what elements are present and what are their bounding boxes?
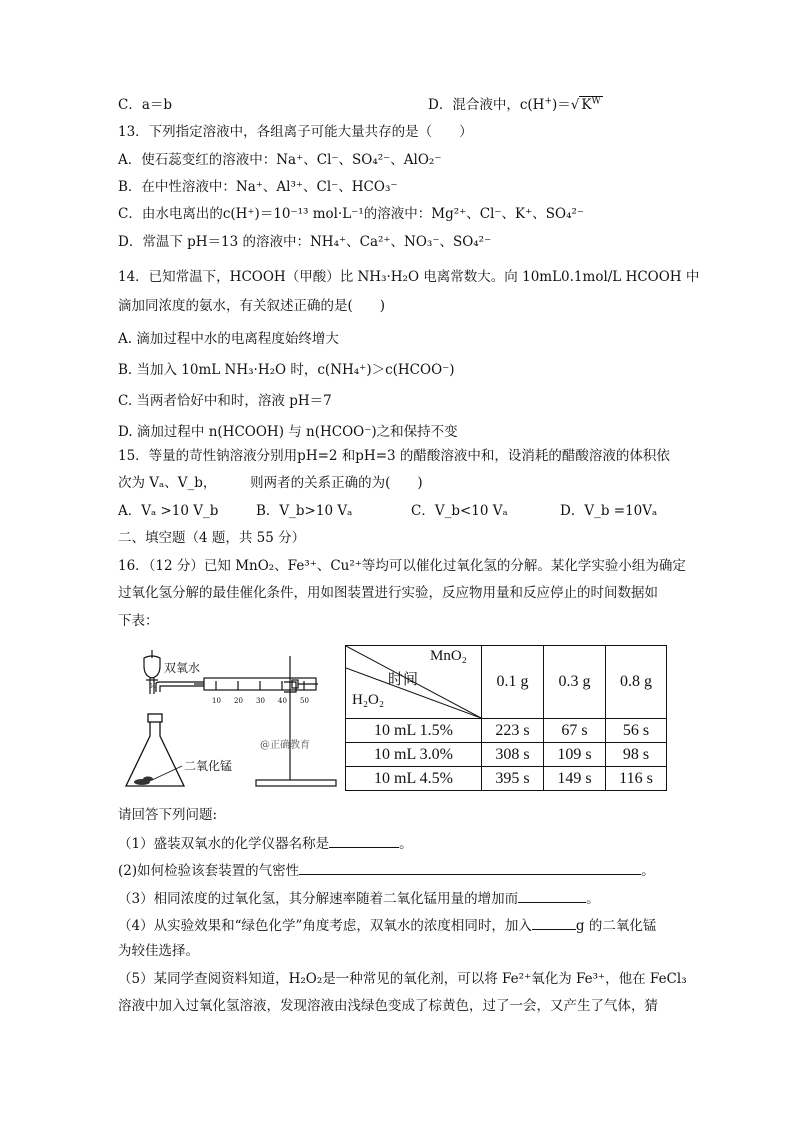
q13-stem: 13．下列指定溶液中，各组离子可能大量共存的是（ ） [118,124,473,140]
q16-part5-line1: （5）某同学查阅资料知道，H₂O₂是一种常见的氧化剂，可以将 Fe²⁺氧化为 Fe³⁺，他在 FeCl₃ [118,971,687,987]
column-header: 0.3 g [544,646,606,719]
table-row [346,719,667,743]
q14-option-d: D. 滴加过程中 n(HCOOH) 与 n(HCOO⁻)之和保持不变 [118,424,458,440]
row-label: 10 mL 3.0% [346,743,482,767]
q13-option-d: D．常温下 pH＝13 的溶液中：NH₄⁺、Ca²⁺、NO₃⁻、SO₄²⁻ [118,234,492,250]
header-reagent: H₂O₂ [352,692,385,708]
syringe-scale [212,697,309,705]
answer-blank-4[interactable] [532,915,576,930]
q16-part4-line1: （4）从实验效果和“绿色化学”角度考虑，双氧水的浓度相同时，加入 g 的二氧化锰 [118,915,656,935]
q14-option-b: B. 当加入 10mL NH₃·H₂O 时，c(NH₄⁺)＞c(HCOO⁻) [118,362,455,378]
q14-option-a: A. 滴加过程中水的电离程度始终增大 [118,331,339,347]
q16-part3: （3）相同浓度的过氧化氢，其分解速率随着二氧化锰用量的增加而 。 [118,888,600,908]
svg-text:20: 20 [234,697,243,705]
q14-stem-line2: 滴加同浓度的氨水，有关叙述正确的是( ) [118,298,386,314]
answer-blank-3[interactable] [518,888,586,903]
svg-text:50: 50 [300,697,309,705]
q12-option-d: D．混合液中，c(H+)＝√ $K^W$ [428,96,601,113]
table-cell: 56 s [606,719,667,743]
table-cell: 98 s [606,743,667,767]
separatory-funnel-icon [144,650,160,694]
svg-text:40: 40 [278,697,287,705]
q13-option-b: B．在中性溶液中：Na⁺、Al³⁺、Cl⁻、HCO₃⁻ [118,179,398,195]
q12-option-c: C．a＝b [118,97,173,113]
apparatus-figure [120,648,342,790]
svg-text:50: 50 [149,683,157,690]
table-diagonal-header [346,646,482,719]
q16-part5-line2: 溶液中加入过氧化氢溶液，发现溶液由浅绿色变成了棕黄色，过了一会，又产生了气体，猜 [118,998,658,1014]
conical-flask-icon [126,714,184,786]
q13-option-a: A．使石蕊变红的溶液中：Na⁺、Cl⁻、SO₄²⁻、AlO₂⁻ [118,152,442,168]
mno2-powder [134,777,153,786]
label-hydrogen-peroxide: 双氧水 [164,661,201,675]
table-cell: 308 s [482,743,544,767]
row-label: 10 mL 1.5% [346,719,482,743]
q16-part4-line2: 为较佳选择。 [118,943,199,959]
gas-syringe-icon [194,678,318,690]
table-row [346,743,667,767]
iron-stand-icon [256,656,336,786]
column-header: 0.1 g [482,646,544,719]
answer-blank-1[interactable] [329,833,399,848]
table-cell: 395 s [482,767,544,791]
q15-stem-line1: 15．等量的苛性钠溶液分别用pH=2 和pH=3 的醋酸溶液中和，设消耗的醋酸溶液的体积依 [118,448,670,464]
q16-stem-line1: 16．（12 分）已知 MnO₂、Fe³⁺、Cu²⁺等均可以催化过氧化氢的分解。某化学实验小组为确定 [118,558,686,574]
data-table [345,645,667,791]
label-manganese-dioxide: 二氧化锰 [184,759,233,773]
table-cell: 116 s [606,767,667,791]
q15-option-c: C．V_b<10 Vₐ [411,503,508,519]
watermark: @正确教育 [260,740,310,751]
q13-option-c: C．由水电离出的c(H⁺)＝10⁻¹³ mol·L⁻¹的溶液中：Mg²⁺、Cl⁻、K⁺、SO₄²⁻ [118,206,585,222]
table-row [346,767,667,791]
q15-option-d: D．V_b =10Vₐ [560,503,658,519]
table-cell: 109 s [544,743,606,767]
q16-stem-line3: 下表： [118,613,159,629]
svg-text:10: 10 [212,697,221,705]
q16-prompt: 请回答下列问题: [118,807,218,823]
row-label: 10 mL 4.5% [346,767,482,791]
q16-part2: (2)如何检验该套装置的气密性 。 [118,860,655,880]
table-cell: 67 s [544,719,606,743]
q15-option-a: A．Vₐ >10 V_b [118,503,219,519]
q15-stem-line2: 次为 Vₐ、V_b， 则两者的关系正确的为( ) [118,475,423,491]
section-heading: 二、填空题（4 题，共 55 分） [118,530,306,546]
table-cell: 223 s [482,719,544,743]
q16-part1: （1）盛装双氧水的化学仪器名称是 。 [118,833,413,853]
header-time: 时间 [388,672,419,688]
q16-stem-line2: 过氧化氢分解的最佳催化条件，用如图装置进行实验，反应物用量和反应停止的时间数据如 [118,585,658,601]
table-cell: 149 s [544,767,606,791]
q14-stem-line1: 14．已知常温下，HCOOH（甲酸）比 NH₃·H₂O 电离常数大。向 10mL0.1mol/L HCOOH 中 [118,269,700,285]
q14-option-c: C. 当两者恰好中和时，溶液 pH＝7 [118,393,332,409]
q15-option-b: B．V_b>10 Vₐ [256,503,353,519]
answer-blank-2[interactable] [299,860,641,875]
column-header: 0.8 g [606,646,667,719]
header-catalyst: MnO₂ [430,648,467,664]
svg-text:30: 30 [256,697,265,705]
